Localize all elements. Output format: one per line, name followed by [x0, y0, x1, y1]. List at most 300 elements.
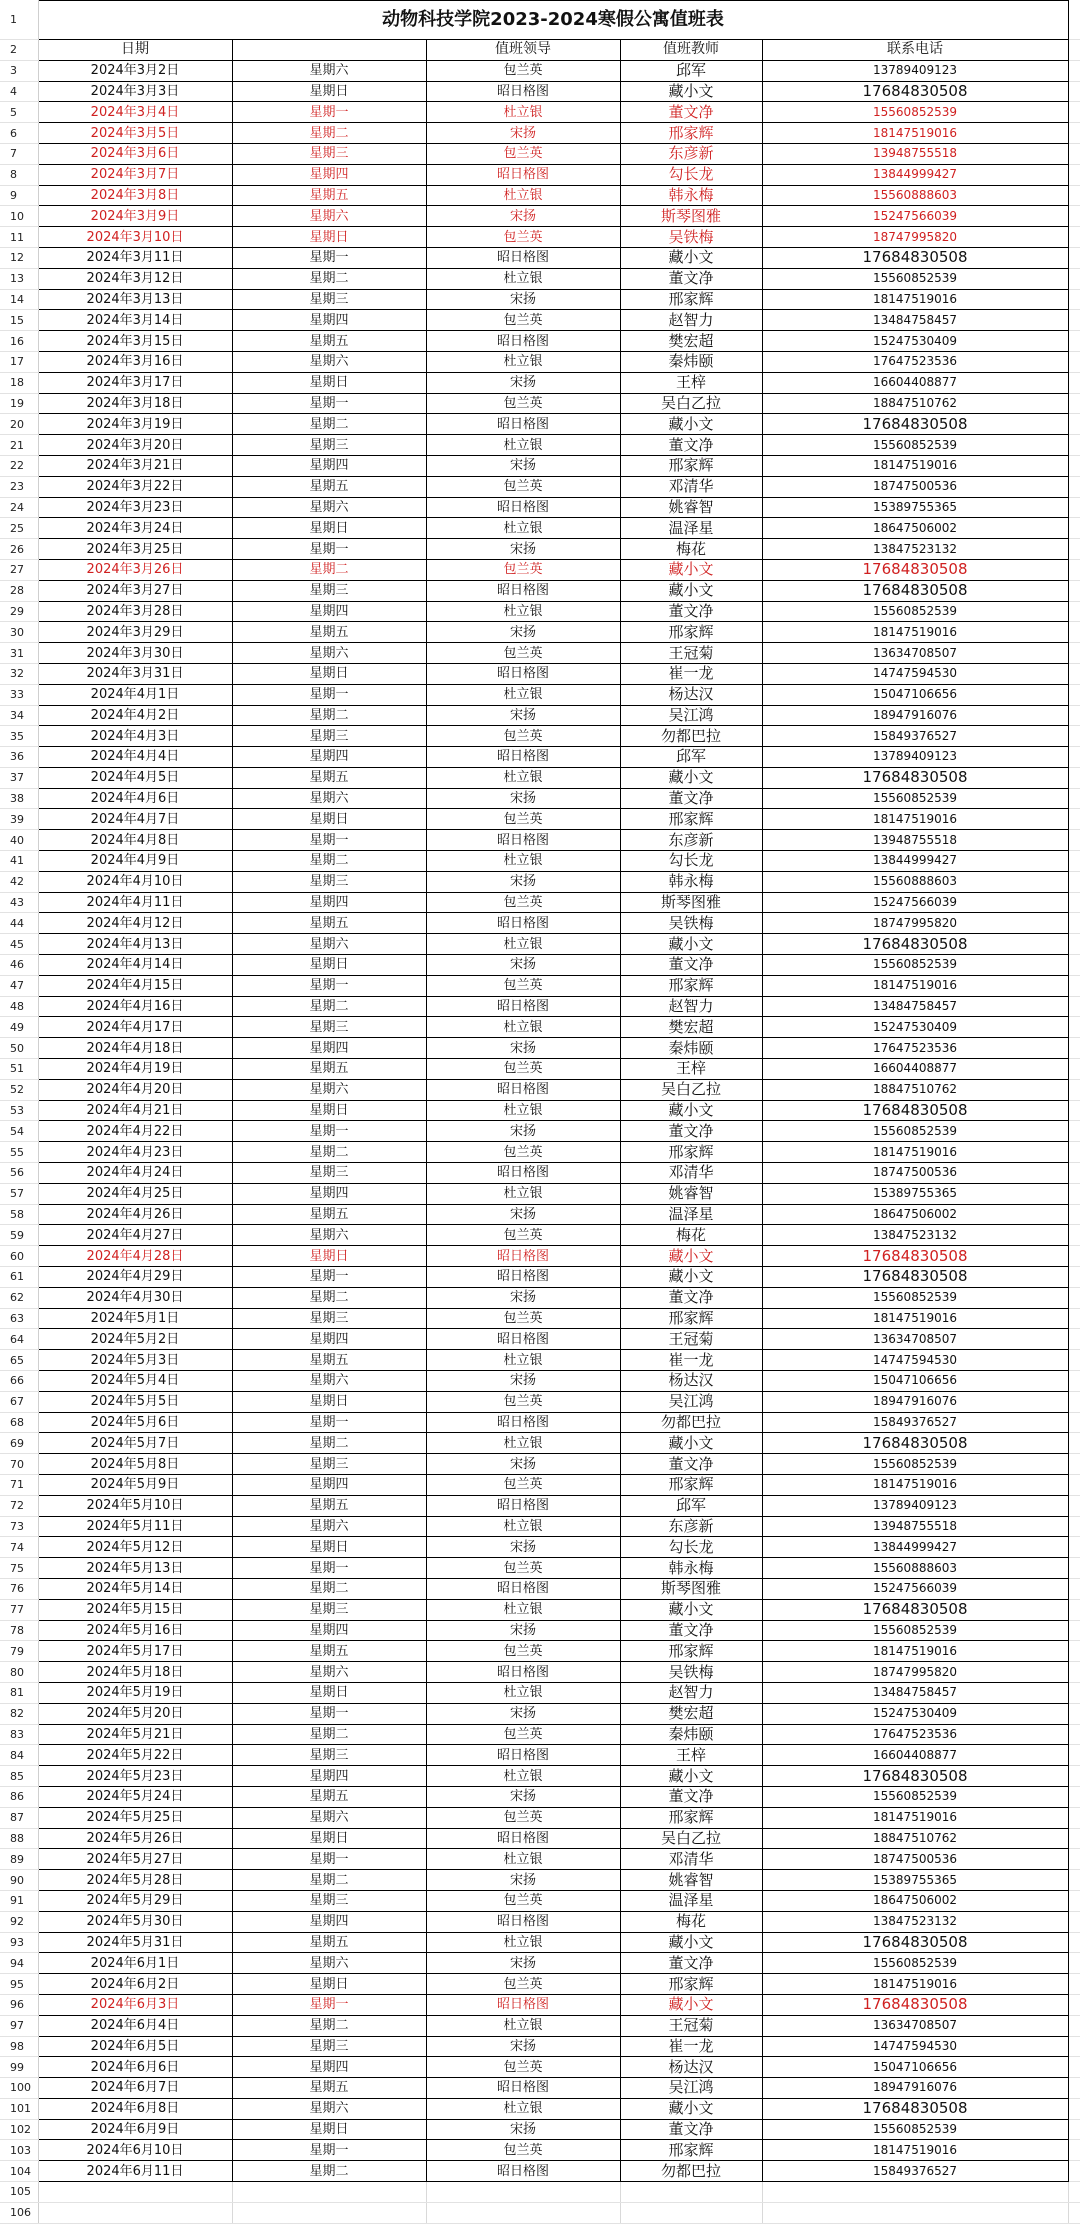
phone-cell[interactable]: 18147519016: [762, 289, 1068, 310]
phone-cell[interactable]: 15560852539: [762, 1121, 1068, 1142]
date-cell[interactable]: 2024年6月1日: [38, 1953, 232, 1974]
phone-cell[interactable]: 18147519016: [762, 1641, 1068, 1662]
teacher-cell[interactable]: 吴江鸿: [620, 1391, 762, 1412]
phone-cell[interactable]: 15849376527: [762, 726, 1068, 747]
teacher-cell[interactable]: 藏小文: [620, 1267, 762, 1288]
date-cell[interactable]: 2024年6月2日: [38, 1974, 232, 1995]
weekday-cell[interactable]: 星期日: [232, 372, 426, 393]
weekday-cell[interactable]: 星期四: [232, 1183, 426, 1204]
date-cell[interactable]: 2024年4月10日: [38, 871, 232, 892]
date-cell[interactable]: 2024年4月7日: [38, 809, 232, 830]
leader-cell[interactable]: 杜立银: [426, 2098, 620, 2119]
date-cell[interactable]: 2024年3月14日: [38, 310, 232, 331]
date-cell[interactable]: 2024年3月31日: [38, 663, 232, 684]
date-cell[interactable]: 2024年5月11日: [38, 1516, 232, 1537]
leader-cell[interactable]: 宋扬: [426, 955, 620, 976]
weekday-cell[interactable]: 星期日: [232, 955, 426, 976]
leader-cell[interactable]: 宋扬: [426, 123, 620, 144]
leader-cell[interactable]: 杜立银: [426, 185, 620, 206]
date-cell[interactable]: 2024年5月18日: [38, 1662, 232, 1683]
date-cell[interactable]: 2024年5月28日: [38, 1870, 232, 1891]
teacher-cell[interactable]: 樊宏超: [620, 1703, 762, 1724]
header-teacher[interactable]: 值班教师: [620, 40, 762, 61]
teacher-cell[interactable]: 董文净: [620, 435, 762, 456]
phone-cell[interactable]: 18747500536: [762, 476, 1068, 497]
phone-cell[interactable]: 18747500536: [762, 1849, 1068, 1870]
phone-cell[interactable]: 15560852539: [762, 1953, 1068, 1974]
phone-cell[interactable]: 15247566039: [762, 206, 1068, 227]
date-cell[interactable]: 2024年3月18日: [38, 393, 232, 414]
weekday-cell[interactable]: 星期五: [232, 1932, 426, 1953]
teacher-cell[interactable]: 韩永梅: [620, 1558, 762, 1579]
phone-cell[interactable]: 18847510762: [762, 1079, 1068, 1100]
leader-cell[interactable]: 昭日格图: [426, 1911, 620, 1932]
leader-cell[interactable]: 昭日格图: [426, 663, 620, 684]
weekday-cell[interactable]: 星期五: [232, 1059, 426, 1080]
phone-cell[interactable]: 17647523536: [762, 1038, 1068, 1059]
phone-cell[interactable]: 18847510762: [762, 1828, 1068, 1849]
phone-cell[interactable]: 15560852539: [762, 1287, 1068, 1308]
leader-cell[interactable]: 宋扬: [426, 1204, 620, 1225]
date-cell[interactable]: 2024年3月17日: [38, 372, 232, 393]
weekday-cell[interactable]: 星期二: [232, 268, 426, 289]
date-cell[interactable]: 2024年4月24日: [38, 1163, 232, 1184]
teacher-cell[interactable]: 韩永梅: [620, 185, 762, 206]
phone-cell[interactable]: 15047106656: [762, 1371, 1068, 1392]
weekday-cell[interactable]: 星期五: [232, 1495, 426, 1516]
teacher-cell[interactable]: 藏小文: [620, 559, 762, 580]
weekday-cell[interactable]: 星期五: [232, 2078, 426, 2099]
weekday-cell[interactable]: 星期日: [232, 1682, 426, 1703]
leader-cell[interactable]: 包兰英: [426, 1558, 620, 1579]
phone-cell[interactable]: 18847510762: [762, 393, 1068, 414]
teacher-cell[interactable]: 勿都巴拉: [620, 2161, 762, 2182]
teacher-cell[interactable]: 斯琴图雅: [620, 206, 762, 227]
teacher-cell[interactable]: 邓清华: [620, 1163, 762, 1184]
teacher-cell[interactable]: 杨达汉: [620, 2057, 762, 2078]
phone-cell[interactable]: 15560888603: [762, 1558, 1068, 1579]
phone-cell[interactable]: 13634708507: [762, 2015, 1068, 2036]
weekday-cell[interactable]: 星期日: [232, 518, 426, 539]
phone-cell[interactable]: 13844999427: [762, 1537, 1068, 1558]
weekday-cell[interactable]: 星期三: [232, 871, 426, 892]
teacher-cell[interactable]: 东彦新: [620, 830, 762, 851]
weekday-cell[interactable]: 星期四: [232, 601, 426, 622]
empty-cell[interactable]: [1068, 2202, 1080, 2223]
leader-cell[interactable]: 宋扬: [426, 1454, 620, 1475]
phone-cell[interactable]: 17684830508: [762, 414, 1068, 435]
teacher-cell[interactable]: 邢家辉: [620, 1308, 762, 1329]
date-cell[interactable]: 2024年4月5日: [38, 767, 232, 788]
phone-cell[interactable]: 13484758457: [762, 310, 1068, 331]
header-phone[interactable]: 联系电话: [762, 40, 1068, 61]
date-cell[interactable]: 2024年4月18日: [38, 1038, 232, 1059]
date-cell[interactable]: 2024年3月27日: [38, 580, 232, 601]
phone-cell[interactable]: 13789409123: [762, 1495, 1068, 1516]
date-cell[interactable]: 2024年6月8日: [38, 2098, 232, 2119]
date-cell[interactable]: 2024年3月23日: [38, 497, 232, 518]
weekday-cell[interactable]: 星期日: [232, 1391, 426, 1412]
weekday-cell[interactable]: 星期一: [232, 975, 426, 996]
phone-cell[interactable]: 13948755518: [762, 830, 1068, 851]
leader-cell[interactable]: 昭日格图: [426, 1578, 620, 1599]
date-cell[interactable]: 2024年4月1日: [38, 684, 232, 705]
teacher-cell[interactable]: 秦炜颐: [620, 1038, 762, 1059]
leader-cell[interactable]: 包兰英: [426, 476, 620, 497]
teacher-cell[interactable]: 邱军: [620, 1495, 762, 1516]
date-cell[interactable]: 2024年3月24日: [38, 518, 232, 539]
teacher-cell[interactable]: 藏小文: [620, 414, 762, 435]
date-cell[interactable]: 2024年4月12日: [38, 913, 232, 934]
leader-cell[interactable]: 昭日格图: [426, 580, 620, 601]
phone-cell[interactable]: 17684830508: [762, 1433, 1068, 1454]
weekday-cell[interactable]: 星期五: [232, 331, 426, 352]
teacher-cell[interactable]: 吴白乙拉: [620, 1079, 762, 1100]
leader-cell[interactable]: 昭日格图: [426, 81, 620, 102]
date-cell[interactable]: 2024年6月10日: [38, 2140, 232, 2161]
teacher-cell[interactable]: 邢家辉: [620, 1807, 762, 1828]
teacher-cell[interactable]: 藏小文: [620, 1932, 762, 1953]
leader-cell[interactable]: 昭日格图: [426, 2161, 620, 2182]
leader-cell[interactable]: 杜立银: [426, 1433, 620, 1454]
phone-cell[interactable]: 13484758457: [762, 996, 1068, 1017]
weekday-cell[interactable]: 星期四: [232, 164, 426, 185]
leader-cell[interactable]: 宋扬: [426, 2119, 620, 2140]
teacher-cell[interactable]: 董文净: [620, 1953, 762, 1974]
date-cell[interactable]: 2024年5月17日: [38, 1641, 232, 1662]
leader-cell[interactable]: 昭日格图: [426, 1662, 620, 1683]
phone-cell[interactable]: 16604408877: [762, 372, 1068, 393]
weekday-cell[interactable]: 星期六: [232, 1807, 426, 1828]
leader-cell[interactable]: 杜立银: [426, 601, 620, 622]
teacher-cell[interactable]: 赵智力: [620, 310, 762, 331]
date-cell[interactable]: 2024年5月2日: [38, 1329, 232, 1350]
date-cell[interactable]: 2024年4月17日: [38, 1017, 232, 1038]
leader-cell[interactable]: 杜立银: [426, 102, 620, 123]
date-cell[interactable]: 2024年3月30日: [38, 643, 232, 664]
weekday-cell[interactable]: 星期六: [232, 497, 426, 518]
teacher-cell[interactable]: 姚睿智: [620, 1870, 762, 1891]
date-cell[interactable]: 2024年3月29日: [38, 622, 232, 643]
date-cell[interactable]: 2024年4月8日: [38, 830, 232, 851]
phone-cell[interactable]: 15389755365: [762, 1183, 1068, 1204]
phone-cell[interactable]: 18947916076: [762, 705, 1068, 726]
date-cell[interactable]: 2024年6月11日: [38, 2161, 232, 2182]
weekday-cell[interactable]: 星期三: [232, 1308, 426, 1329]
leader-cell[interactable]: 包兰英: [426, 393, 620, 414]
leader-cell[interactable]: 杜立银: [426, 435, 620, 456]
weekday-cell[interactable]: 星期五: [232, 1786, 426, 1807]
phone-cell[interactable]: 17647523536: [762, 1724, 1068, 1745]
weekday-cell[interactable]: 星期三: [232, 1454, 426, 1475]
leader-cell[interactable]: 包兰英: [426, 975, 620, 996]
teacher-cell[interactable]: 吴白乙拉: [620, 1828, 762, 1849]
date-cell[interactable]: 2024年3月19日: [38, 414, 232, 435]
phone-cell[interactable]: 15560852539: [762, 1786, 1068, 1807]
weekday-cell[interactable]: 星期二: [232, 2161, 426, 2182]
phone-cell[interactable]: 16604408877: [762, 1059, 1068, 1080]
leader-cell[interactable]: 昭日格图: [426, 913, 620, 934]
weekday-cell[interactable]: 星期二: [232, 851, 426, 872]
phone-cell[interactable]: 18147519016: [762, 455, 1068, 476]
teacher-cell[interactable]: 樊宏超: [620, 1017, 762, 1038]
weekday-cell[interactable]: 星期二: [232, 1287, 426, 1308]
teacher-cell[interactable]: 吴铁梅: [620, 227, 762, 248]
weekday-cell[interactable]: 星期一: [232, 1703, 426, 1724]
date-cell[interactable]: 2024年3月5日: [38, 123, 232, 144]
leader-cell[interactable]: 包兰英: [426, 1225, 620, 1246]
empty-cell[interactable]: [620, 2202, 762, 2223]
teacher-cell[interactable]: 藏小文: [620, 580, 762, 601]
date-cell[interactable]: 2024年3月22日: [38, 476, 232, 497]
teacher-cell[interactable]: 王冠菊: [620, 643, 762, 664]
weekday-cell[interactable]: 星期四: [232, 310, 426, 331]
date-cell[interactable]: 2024年5月27日: [38, 1849, 232, 1870]
date-cell[interactable]: 2024年3月6日: [38, 143, 232, 164]
date-cell[interactable]: 2024年6月4日: [38, 2015, 232, 2036]
weekday-cell[interactable]: 星期一: [232, 539, 426, 560]
weekday-cell[interactable]: 星期日: [232, 1974, 426, 1995]
phone-cell[interactable]: 14747594530: [762, 1350, 1068, 1371]
phone-cell[interactable]: 18147519016: [762, 2140, 1068, 2161]
weekday-cell[interactable]: 星期六: [232, 934, 426, 955]
header-leader[interactable]: 值班领导: [426, 40, 620, 61]
date-cell[interactable]: 2024年5月14日: [38, 1578, 232, 1599]
teacher-cell[interactable]: 吴铁梅: [620, 1662, 762, 1683]
phone-cell[interactable]: 18147519016: [762, 1308, 1068, 1329]
date-cell[interactable]: 2024年5月13日: [38, 1558, 232, 1579]
weekday-cell[interactable]: 星期三: [232, 1017, 426, 1038]
leader-cell[interactable]: 包兰英: [426, 1807, 620, 1828]
date-cell[interactable]: 2024年5月30日: [38, 1911, 232, 1932]
date-cell[interactable]: 2024年6月6日: [38, 2057, 232, 2078]
date-cell[interactable]: 2024年4月21日: [38, 1100, 232, 1121]
leader-cell[interactable]: 昭日格图: [426, 1412, 620, 1433]
date-cell[interactable]: 2024年4月9日: [38, 851, 232, 872]
leader-cell[interactable]: 包兰英: [426, 892, 620, 913]
teacher-cell[interactable]: 赵智力: [620, 1682, 762, 1703]
leader-cell[interactable]: 昭日格图: [426, 1994, 620, 2015]
leader-cell[interactable]: 昭日格图: [426, 2078, 620, 2099]
phone-cell[interactable]: 15560888603: [762, 871, 1068, 892]
empty-cell[interactable]: [762, 2202, 1068, 2223]
date-cell[interactable]: 2024年4月19日: [38, 1059, 232, 1080]
weekday-cell[interactable]: 星期三: [232, 143, 426, 164]
teacher-cell[interactable]: 邢家辉: [620, 1142, 762, 1163]
leader-cell[interactable]: 杜立银: [426, 518, 620, 539]
leader-cell[interactable]: 杜立银: [426, 767, 620, 788]
weekday-cell[interactable]: 星期三: [232, 2036, 426, 2057]
teacher-cell[interactable]: 温泽星: [620, 518, 762, 539]
weekday-cell[interactable]: 星期五: [232, 1204, 426, 1225]
weekday-cell[interactable]: 星期六: [232, 788, 426, 809]
date-cell[interactable]: 2024年5月1日: [38, 1308, 232, 1329]
teacher-cell[interactable]: 邢家辉: [620, 2140, 762, 2161]
leader-cell[interactable]: 宋扬: [426, 1786, 620, 1807]
teacher-cell[interactable]: 东彦新: [620, 1516, 762, 1537]
date-cell[interactable]: 2024年4月28日: [38, 1246, 232, 1267]
phone-cell[interactable]: 18747995820: [762, 913, 1068, 934]
leader-cell[interactable]: 昭日格图: [426, 1745, 620, 1766]
teacher-cell[interactable]: 邢家辉: [620, 622, 762, 643]
date-cell[interactable]: 2024年5月25日: [38, 1807, 232, 1828]
teacher-cell[interactable]: 邢家辉: [620, 1641, 762, 1662]
phone-cell[interactable]: 17684830508: [762, 1100, 1068, 1121]
teacher-cell[interactable]: 邢家辉: [620, 975, 762, 996]
phone-cell[interactable]: 15247566039: [762, 1578, 1068, 1599]
weekday-cell[interactable]: 星期日: [232, 1537, 426, 1558]
empty-cell[interactable]: [1068, 2182, 1080, 2203]
date-cell[interactable]: 2024年6月7日: [38, 2078, 232, 2099]
weekday-cell[interactable]: 星期五: [232, 622, 426, 643]
date-cell[interactable]: 2024年5月3日: [38, 1350, 232, 1371]
leader-cell[interactable]: 杜立银: [426, 1350, 620, 1371]
date-cell[interactable]: 2024年3月28日: [38, 601, 232, 622]
leader-cell[interactable]: 宋扬: [426, 455, 620, 476]
teacher-cell[interactable]: 勿都巴拉: [620, 1412, 762, 1433]
weekday-cell[interactable]: 星期日: [232, 1100, 426, 1121]
leader-cell[interactable]: 包兰英: [426, 227, 620, 248]
phone-cell[interactable]: 15560888603: [762, 185, 1068, 206]
weekday-cell[interactable]: 星期四: [232, 1329, 426, 1350]
weekday-cell[interactable]: 星期六: [232, 60, 426, 81]
weekday-cell[interactable]: 星期一: [232, 247, 426, 268]
leader-cell[interactable]: 宋扬: [426, 1038, 620, 1059]
phone-cell[interactable]: 14747594530: [762, 2036, 1068, 2057]
teacher-cell[interactable]: 温泽星: [620, 1890, 762, 1911]
phone-cell[interactable]: 15560852539: [762, 1620, 1068, 1641]
date-cell[interactable]: 2024年5月15日: [38, 1599, 232, 1620]
teacher-cell[interactable]: 斯琴图雅: [620, 892, 762, 913]
weekday-cell[interactable]: 星期一: [232, 1412, 426, 1433]
date-cell[interactable]: 2024年5月4日: [38, 1371, 232, 1392]
empty-cell[interactable]: [38, 2182, 232, 2203]
header-date[interactable]: 日期: [38, 40, 232, 61]
phone-cell[interactable]: 15247530409: [762, 1017, 1068, 1038]
weekday-cell[interactable]: 星期三: [232, 580, 426, 601]
date-cell[interactable]: 2024年3月7日: [38, 164, 232, 185]
phone-cell[interactable]: 18947916076: [762, 2078, 1068, 2099]
leader-cell[interactable]: 包兰英: [426, 1474, 620, 1495]
leader-cell[interactable]: 包兰英: [426, 1641, 620, 1662]
teacher-cell[interactable]: 王梓: [620, 1059, 762, 1080]
weekday-cell[interactable]: 星期六: [232, 1371, 426, 1392]
teacher-cell[interactable]: 藏小文: [620, 934, 762, 955]
phone-cell[interactable]: 15389755365: [762, 1870, 1068, 1891]
date-cell[interactable]: 2024年3月4日: [38, 102, 232, 123]
leader-cell[interactable]: 包兰英: [426, 809, 620, 830]
leader-cell[interactable]: 包兰英: [426, 643, 620, 664]
weekday-cell[interactable]: 星期六: [232, 1079, 426, 1100]
teacher-cell[interactable]: 勾长龙: [620, 164, 762, 185]
teacher-cell[interactable]: 邢家辉: [620, 809, 762, 830]
phone-cell[interactable]: 17684830508: [762, 559, 1068, 580]
date-cell[interactable]: 2024年6月5日: [38, 2036, 232, 2057]
date-cell[interactable]: 2024年4月20日: [38, 1079, 232, 1100]
date-cell[interactable]: 2024年4月16日: [38, 996, 232, 1017]
teacher-cell[interactable]: 斯琴图雅: [620, 1578, 762, 1599]
phone-cell[interactable]: 14747594530: [762, 663, 1068, 684]
weekday-cell[interactable]: 星期二: [232, 1433, 426, 1454]
teacher-cell[interactable]: 藏小文: [620, 1246, 762, 1267]
date-cell[interactable]: 2024年4月4日: [38, 747, 232, 768]
teacher-cell[interactable]: 董文净: [620, 1786, 762, 1807]
weekday-cell[interactable]: 星期四: [232, 892, 426, 913]
teacher-cell[interactable]: 崔一龙: [620, 1350, 762, 1371]
phone-cell[interactable]: 13948755518: [762, 1516, 1068, 1537]
weekday-cell[interactable]: 星期二: [232, 123, 426, 144]
date-cell[interactable]: 2024年5月23日: [38, 1766, 232, 1787]
phone-cell[interactable]: 17684830508: [762, 934, 1068, 955]
date-cell[interactable]: 2024年5月7日: [38, 1433, 232, 1454]
leader-cell[interactable]: 昭日格图: [426, 164, 620, 185]
date-cell[interactable]: 2024年3月26日: [38, 559, 232, 580]
phone-cell[interactable]: 18647506002: [762, 1204, 1068, 1225]
teacher-cell[interactable]: 藏小文: [620, 1100, 762, 1121]
leader-cell[interactable]: 宋扬: [426, 622, 620, 643]
teacher-cell[interactable]: 董文净: [620, 788, 762, 809]
weekday-cell[interactable]: 星期三: [232, 1745, 426, 1766]
weekday-cell[interactable]: 星期五: [232, 185, 426, 206]
leader-cell[interactable]: 宋扬: [426, 1870, 620, 1891]
phone-cell[interactable]: 15849376527: [762, 2161, 1068, 2182]
weekday-cell[interactable]: 星期一: [232, 2140, 426, 2161]
date-cell[interactable]: 2024年5月22日: [38, 1745, 232, 1766]
weekday-cell[interactable]: 星期四: [232, 1766, 426, 1787]
empty-cell[interactable]: [38, 2202, 232, 2223]
weekday-cell[interactable]: 星期五: [232, 1641, 426, 1662]
leader-cell[interactable]: 包兰英: [426, 1059, 620, 1080]
teacher-cell[interactable]: 邱军: [620, 747, 762, 768]
teacher-cell[interactable]: 王冠菊: [620, 1329, 762, 1350]
teacher-cell[interactable]: 勾长龙: [620, 851, 762, 872]
phone-cell[interactable]: 18147519016: [762, 622, 1068, 643]
teacher-cell[interactable]: 梅花: [620, 1911, 762, 1932]
date-cell[interactable]: 2024年4月14日: [38, 955, 232, 976]
phone-cell[interactable]: 13484758457: [762, 1682, 1068, 1703]
header-weekday[interactable]: [232, 40, 426, 61]
date-cell[interactable]: 2024年4月3日: [38, 726, 232, 747]
leader-cell[interactable]: 包兰英: [426, 1974, 620, 1995]
teacher-cell[interactable]: 邢家辉: [620, 455, 762, 476]
weekday-cell[interactable]: 星期四: [232, 1911, 426, 1932]
weekday-cell[interactable]: 星期日: [232, 1246, 426, 1267]
date-cell[interactable]: 2024年3月13日: [38, 289, 232, 310]
weekday-cell[interactable]: 星期日: [232, 81, 426, 102]
leader-cell[interactable]: 昭日格图: [426, 331, 620, 352]
date-cell[interactable]: 2024年5月16日: [38, 1620, 232, 1641]
phone-cell[interactable]: 17684830508: [762, 1766, 1068, 1787]
teacher-cell[interactable]: 王冠菊: [620, 2015, 762, 2036]
date-cell[interactable]: 2024年4月25日: [38, 1183, 232, 1204]
phone-cell[interactable]: 15047106656: [762, 684, 1068, 705]
weekday-cell[interactable]: 星期五: [232, 476, 426, 497]
date-cell[interactable]: 2024年6月9日: [38, 2119, 232, 2140]
date-cell[interactable]: 2024年3月12日: [38, 268, 232, 289]
weekday-cell[interactable]: 星期日: [232, 1828, 426, 1849]
leader-cell[interactable]: 杜立银: [426, 851, 620, 872]
leader-cell[interactable]: 昭日格图: [426, 1828, 620, 1849]
teacher-cell[interactable]: 梅花: [620, 1225, 762, 1246]
teacher-cell[interactable]: 董文净: [620, 2119, 762, 2140]
date-cell[interactable]: 2024年3月9日: [38, 206, 232, 227]
leader-cell[interactable]: 杜立银: [426, 934, 620, 955]
teacher-cell[interactable]: 杨达汉: [620, 1371, 762, 1392]
weekday-cell[interactable]: 星期六: [232, 643, 426, 664]
weekday-cell[interactable]: 星期三: [232, 435, 426, 456]
teacher-cell[interactable]: 董文净: [620, 1620, 762, 1641]
weekday-cell[interactable]: 星期二: [232, 559, 426, 580]
